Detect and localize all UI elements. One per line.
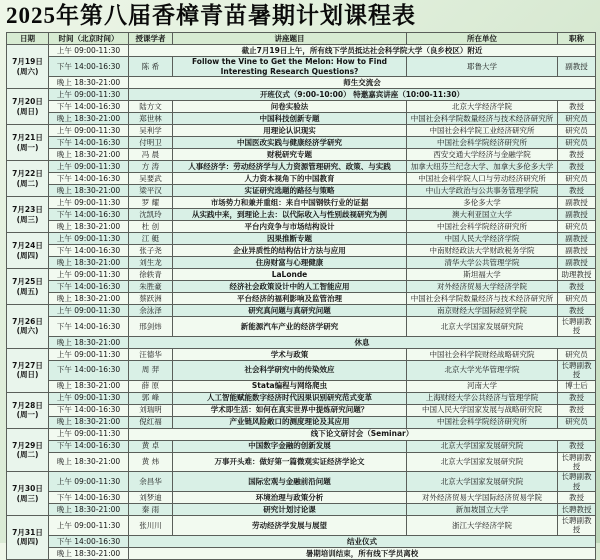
topic-cell: 学术即生活：如何在真实世界中提炼研究问题？ xyxy=(173,404,407,416)
topic-cell: 实证研究选题的路径与策略 xyxy=(173,185,407,197)
lecturer-cell: 刘瑞明 xyxy=(129,404,173,416)
lecturer-cell: 张子尧 xyxy=(129,245,173,257)
time-cell: 下午 14:00-16:30 xyxy=(49,360,129,380)
org-cell: 中国社会科学院人口与劳动经济研究所 xyxy=(407,173,558,185)
schedule-row xyxy=(7,305,596,317)
org-cell: 中山大学政治与公共事务管理学院 xyxy=(407,185,558,197)
schedule-row xyxy=(7,137,596,149)
rank-cell: 博士后 xyxy=(558,380,596,392)
lecturer-cell: 邢剑炜 xyxy=(129,317,173,337)
org-cell: 中国社会科学院经济研究所 xyxy=(407,221,558,233)
header-cell-time: 时间（北京时间） xyxy=(49,33,129,45)
weekday-label: (周六) xyxy=(16,66,39,76)
org-cell: 中国社会科学院工业经济研究所 xyxy=(407,125,558,137)
time-cell: 上午 09:00-11:30 xyxy=(49,392,129,404)
time-cell: 下午 14:00-16:30 xyxy=(49,317,129,337)
header-row xyxy=(7,33,596,45)
topic-cell: 企业异质性的结构估计方法与应用 xyxy=(173,245,407,257)
rank-cell: 教授 xyxy=(558,305,596,317)
time-cell: 上午 09:00-11:30 xyxy=(49,269,129,281)
lecturer-cell: 刘梦迪 xyxy=(129,492,173,504)
schedule-row xyxy=(7,404,596,416)
lecturer-cell: 薛 原 xyxy=(129,380,173,392)
time-cell: 下午 14:00-16:30 xyxy=(49,137,129,149)
rank-cell: 长聘副教授 xyxy=(558,360,596,380)
org-cell: 中国人民大学经济学院 xyxy=(407,233,558,245)
org-cell: 中国社会科学院数量经济与技术经济研究所 xyxy=(407,293,558,305)
time-cell: 上午 09:00-11:30 xyxy=(49,89,129,101)
rank-cell: 研究员 xyxy=(558,348,596,360)
topic-cell: 产业链风险敞口的测度理论及其应用 xyxy=(173,416,407,428)
merged-event-cell: 结业仪式 xyxy=(129,535,596,547)
schedule-row xyxy=(7,293,596,305)
time-cell: 晚上 18:30-21:00 xyxy=(49,149,129,161)
time-cell: 下午 14:00-16:30 xyxy=(49,57,129,77)
time-cell: 上午 09:00-11:30 xyxy=(49,45,129,57)
schedule-row xyxy=(7,535,596,547)
header-cell-org: 所在单位 xyxy=(407,33,558,45)
rank-cell: 研究员 xyxy=(558,293,596,305)
schedule-row xyxy=(7,197,596,209)
org-cell: 北京大学经济学院 xyxy=(407,101,558,113)
topic-cell: 中国科技创新专题 xyxy=(173,113,407,125)
topic-cell: Stata编程与网络爬虫 xyxy=(173,380,407,392)
rank-cell: 长聘教授 xyxy=(558,504,596,516)
weekday-label: (周三) xyxy=(16,214,39,224)
rank-cell: 长聘副教授 xyxy=(558,452,596,472)
lecturer-cell: 张川川 xyxy=(129,516,173,536)
time-cell: 晚上 18:30-21:00 xyxy=(49,113,129,125)
schedule-row xyxy=(7,269,596,281)
topic-cell: 环境治理与政策分析 xyxy=(173,492,407,504)
org-cell: 耶鲁大学 xyxy=(407,57,558,77)
lecturer-cell: 陆方文 xyxy=(129,101,173,113)
rank-cell: 副教授 xyxy=(558,197,596,209)
lecturer-cell: 周 羿 xyxy=(129,360,173,380)
rank-cell: 教授 xyxy=(558,404,596,416)
schedule-row xyxy=(7,472,596,492)
topic-cell: Follow the Vine to Get the Melon: How to Find Interesting Research Questions? xyxy=(173,57,407,77)
schedule-row xyxy=(7,336,596,348)
merged-event-cell: 暑期培训结束，所有线下学员离校 xyxy=(129,547,596,559)
lecturer-cell: 黄 卓 xyxy=(129,440,173,452)
schedule-row xyxy=(7,317,596,337)
merged-event-cell: 线下论文研讨会（Seminar） xyxy=(129,428,596,440)
date-cell: 7月21日 (周一) xyxy=(7,125,49,161)
schedule-row xyxy=(7,113,596,125)
org-cell: 南京财经大学国际经贸学院 xyxy=(407,305,558,317)
topic-cell: 住房财富与心理健康 xyxy=(173,257,407,269)
rank-cell: 长聘副教授 xyxy=(558,516,596,536)
lecturer-cell: 余泳泽 xyxy=(129,305,173,317)
rank-cell: 教授 xyxy=(558,392,596,404)
schedule-row xyxy=(7,452,596,472)
lecturer-cell: 冯 晨 xyxy=(129,149,173,161)
schedule-row xyxy=(7,45,596,57)
org-cell: 北京大学国家发展研究院 xyxy=(407,317,558,337)
schedule-row xyxy=(7,281,596,293)
time-cell: 上午 09:00-11:30 xyxy=(49,305,129,317)
lecturer-cell: 罗 耀 xyxy=(129,197,173,209)
merged-event-cell: 师生交流会 xyxy=(129,77,596,89)
weekday-label: (周日) xyxy=(16,370,39,380)
schedule-row xyxy=(7,257,596,269)
lecturer-cell: 江 艇 xyxy=(129,233,173,245)
lecturer-cell: 郭 峰 xyxy=(129,392,173,404)
time-cell: 上午 09:00-11:30 xyxy=(49,428,129,440)
weekday-label: (周日) xyxy=(16,106,39,116)
header-cell-date: 日期 xyxy=(7,33,49,45)
topic-cell: 财税研究专题 xyxy=(173,149,407,161)
topic-cell: 中国医改实践与健康经济学研究 xyxy=(173,137,407,149)
lecturer-cell: 付明卫 xyxy=(129,137,173,149)
date-cell: 7月20日 (周日) xyxy=(7,89,49,125)
lecturer-cell: 杜 创 xyxy=(129,221,173,233)
schedule-row xyxy=(7,245,596,257)
org-cell: 对外经济贸易大学经济学院 xyxy=(407,281,558,293)
time-cell: 上午 09:00-11:30 xyxy=(49,161,129,173)
schedule-row xyxy=(7,57,596,77)
schedule-row xyxy=(7,348,596,360)
topic-cell: 万事开头难：做好第一篇微观实证经济学论文 xyxy=(173,452,407,472)
org-cell: 上海财经大学公共经济与管理学院 xyxy=(407,392,558,404)
topic-cell: 平台内竞争与市场结构设计 xyxy=(173,221,407,233)
header-cell-lecturer: 授课学者 xyxy=(129,33,173,45)
lecturer-cell: 陈 希 xyxy=(129,57,173,77)
topic-cell: 从实践中来，到理论上去：以代际收入与性别歧视研究为例 xyxy=(173,209,407,221)
date-cell: 7月25日 (周五) xyxy=(7,269,49,305)
schedule-row xyxy=(7,89,596,101)
lecturer-cell: 秦 雨 xyxy=(129,504,173,516)
time-cell: 晚上 18:30-21:00 xyxy=(49,416,129,428)
schedule-row xyxy=(7,504,596,516)
rank-cell: 长聘副教授 xyxy=(558,317,596,337)
org-cell: 新加坡国立大学 xyxy=(407,504,558,516)
schedule-row xyxy=(7,149,596,161)
time-cell: 上午 09:00-11:30 xyxy=(49,348,129,360)
lecturer-cell: 吴利学 xyxy=(129,125,173,137)
topic-cell: 用理论认识现实 xyxy=(173,125,407,137)
org-cell: 河南大学 xyxy=(407,380,558,392)
lecturer-cell: 汪德华 xyxy=(129,348,173,360)
time-cell: 上午 09:00-11:30 xyxy=(49,472,129,492)
time-cell: 上午 09:00-11:30 xyxy=(49,516,129,536)
schedule-row xyxy=(7,101,596,113)
time-cell: 上午 09:00-11:30 xyxy=(49,233,129,245)
time-cell: 下午 14:00-16:30 xyxy=(49,101,129,113)
schedule-row xyxy=(7,233,596,245)
lecturer-cell: 倪红福 xyxy=(129,416,173,428)
time-cell: 下午 14:00-16:30 xyxy=(49,440,129,452)
topic-cell: 人力资本视角下的中国教育 xyxy=(173,173,407,185)
time-cell: 晚上 18:30-21:00 xyxy=(49,77,129,89)
date-cell: 7月24日 (周四) xyxy=(7,233,49,269)
lecturer-cell: 黄 炜 xyxy=(129,452,173,472)
weekday-label: (周一) xyxy=(16,410,39,420)
rank-cell: 研究员 xyxy=(558,416,596,428)
rank-cell: 研究员 xyxy=(558,125,596,137)
schedule-row xyxy=(7,77,596,89)
time-cell: 晚上 18:30-21:00 xyxy=(49,336,129,348)
org-cell: 中国社会科学院经济研究所 xyxy=(407,137,558,149)
rank-cell: 副教授 xyxy=(558,57,596,77)
header-cell-topic: 讲座题目 xyxy=(173,33,407,45)
topic-cell: 经济社会政策设计中的人工智能应用 xyxy=(173,281,407,293)
topic-cell: 新能源汽车产业的经济学研究 xyxy=(173,317,407,337)
schedule-row xyxy=(7,185,596,197)
schedule-row xyxy=(7,416,596,428)
lecturer-cell: 刘生龙 xyxy=(129,257,173,269)
time-cell: 晚上 18:30-21:00 xyxy=(49,547,129,559)
rank-cell: 研究员 xyxy=(558,113,596,125)
topic-cell: 社会科学研究中的传染效应 xyxy=(173,360,407,380)
time-cell: 晚上 18:30-21:00 xyxy=(49,504,129,516)
schedule-row xyxy=(7,360,596,380)
weekday-label: (周四) xyxy=(16,537,39,547)
lecturer-cell: 郑世林 xyxy=(129,113,173,125)
weekday-label: (周二) xyxy=(16,178,39,188)
date-cell: 7月30日 (周三) xyxy=(7,472,49,516)
header-cell-rank: 职称 xyxy=(558,33,596,45)
rank-cell: 教授 xyxy=(558,185,596,197)
schedule-row xyxy=(7,125,596,137)
topic-cell: 研究计划讨论课 xyxy=(173,504,407,516)
topic-cell: 平台经济的福利影响及监管治理 xyxy=(173,293,407,305)
merged-event-cell: 开班仪式（9:00-10:00） 特邀嘉宾讲座（10:00-11:30） xyxy=(129,89,596,101)
weekday-label: (周六) xyxy=(16,326,39,336)
time-cell: 下午 14:00-16:30 xyxy=(49,209,129,221)
schedule-row xyxy=(7,209,596,221)
weekday-label: (周一) xyxy=(16,142,39,152)
rank-cell: 教授 xyxy=(558,161,596,173)
org-cell: 加拿大纽芬兰纪念大学、加拿大多伦多大学 xyxy=(407,161,558,173)
org-cell: 西安交通大学经济与金融学院 xyxy=(407,149,558,161)
lecturer-cell: 方 涛 xyxy=(129,161,173,173)
schedule-row xyxy=(7,221,596,233)
rank-cell: 教授 xyxy=(558,149,596,161)
time-cell: 晚上 18:30-21:00 xyxy=(49,293,129,305)
topic-cell: LaLonde xyxy=(173,269,407,281)
lecturer-cell: 徐轶青 xyxy=(129,269,173,281)
topic-cell: 研究真问题与真研究问题 xyxy=(173,305,407,317)
merged-event-cell: 休息 xyxy=(129,336,596,348)
weekday-label: (周五) xyxy=(16,286,39,296)
time-cell: 下午 14:00-16:30 xyxy=(49,245,129,257)
schedule-row xyxy=(7,380,596,392)
weekday-label: (周三) xyxy=(16,493,39,503)
date-cell: 7月26日 (周六) xyxy=(7,305,49,349)
schedule-row xyxy=(7,173,596,185)
topic-cell: 人事经济学：劳动经济学与人力资源管理研究、政策、与实践 xyxy=(173,161,407,173)
rank-cell: 教授 xyxy=(558,440,596,452)
topic-cell: 学术与政策 xyxy=(173,348,407,360)
schedule-table xyxy=(6,32,596,560)
schedule-row xyxy=(7,161,596,173)
rank-cell: 副教授 xyxy=(558,245,596,257)
rank-cell: 研究员 xyxy=(558,221,596,233)
org-cell: 北京大学国家发展研究院 xyxy=(407,472,558,492)
topic-cell: 国际宏观与金融前沿问题 xyxy=(173,472,407,492)
date-cell: 7月28日 (周一) xyxy=(7,392,49,428)
rank-cell: 研究员 xyxy=(558,173,596,185)
topic-cell: 市场势力和兼并重组：来自中国钢铁行业的证据 xyxy=(173,197,407,209)
schedule-row xyxy=(7,516,596,536)
schedule-row xyxy=(7,492,596,504)
schedule-row xyxy=(7,392,596,404)
org-cell: 对外经济贸易大学国际经济贸易学院 xyxy=(407,492,558,504)
rank-cell: 教授 xyxy=(558,101,596,113)
rank-cell: 副教授 xyxy=(558,233,596,245)
org-cell: 中南财经政法大学财政税务学院 xyxy=(407,245,558,257)
rank-cell: 长聘副教授 xyxy=(558,472,596,492)
time-cell: 下午 14:00-16:30 xyxy=(49,535,129,547)
lecturer-cell: 吴要武 xyxy=(129,173,173,185)
date-cell: 7月29日 (周二) xyxy=(7,428,49,472)
page-title: 2025年第八届香樟青苗暑期计划课程表 xyxy=(6,3,416,28)
schedule-row xyxy=(7,547,596,559)
schedule-row xyxy=(7,428,596,440)
date-cell: 7月31日 (周四) xyxy=(7,516,49,560)
time-cell: 晚上 18:30-21:00 xyxy=(49,380,129,392)
org-cell: 中国社会科学院数量经济与技术经济研究所 xyxy=(407,113,558,125)
org-cell: 北京大学光华管理学院 xyxy=(407,360,558,380)
date-cell: 7月27日 (周日) xyxy=(7,348,49,392)
lecturer-cell: 沈凯玲 xyxy=(129,209,173,221)
rank-cell: 副教授 xyxy=(558,257,596,269)
org-cell: 清华大学公共管理学院 xyxy=(407,257,558,269)
org-cell: 多伦多大学 xyxy=(407,197,558,209)
time-cell: 下午 14:00-16:30 xyxy=(49,281,129,293)
rank-cell: 副教授 xyxy=(558,209,596,221)
lecturer-cell: 朱胜豪 xyxy=(129,281,173,293)
date-cell: 7月19日 (周六) xyxy=(7,45,49,89)
time-cell: 晚上 18:30-21:00 xyxy=(49,221,129,233)
time-cell: 上午 09:00-11:30 xyxy=(49,125,129,137)
rank-cell: 教授 xyxy=(558,281,596,293)
time-cell: 晚上 18:30-21:00 xyxy=(49,452,129,472)
weekday-label: (周四) xyxy=(16,250,39,260)
org-cell: 中国社会科学院财经战略研究院 xyxy=(407,348,558,360)
topic-cell: 人工智能赋能数字经济时代因果识别研究范式变革 xyxy=(173,392,407,404)
topic-cell: 问卷实验法 xyxy=(173,101,407,113)
org-cell: 澳大利亚国立大学 xyxy=(407,209,558,221)
topic-cell: 劳动经济学发展与展望 xyxy=(173,516,407,536)
topic-cell: 中国数字金融的创新发展 xyxy=(173,440,407,452)
rank-cell: 研究员 xyxy=(558,137,596,149)
time-cell: 下午 14:00-16:30 xyxy=(49,173,129,185)
time-cell: 晚上 18:30-21:00 xyxy=(49,185,129,197)
topic-cell: 因果推断专题 xyxy=(173,233,407,245)
org-cell: 斯坦福大学 xyxy=(407,269,558,281)
rank-cell: 教授 xyxy=(558,492,596,504)
rank-cell: 助理教授 xyxy=(558,269,596,281)
org-cell: 北京大学国家发展研究院 xyxy=(407,452,558,472)
lecturer-cell: 余昌华 xyxy=(129,472,173,492)
org-cell: 浙江大学经济学院 xyxy=(407,516,558,536)
time-cell: 上午 09:00-11:30 xyxy=(49,197,129,209)
time-cell: 晚上 18:30-21:00 xyxy=(49,257,129,269)
org-cell: 中国人民大学国家发展与战略研究院 xyxy=(407,404,558,416)
date-cell: 7月22日 (周二) xyxy=(7,161,49,197)
org-cell: 中国社会科学院经济研究所 xyxy=(407,416,558,428)
weekday-label: (周二) xyxy=(16,449,39,459)
date-cell: 7月23日 (周三) xyxy=(7,197,49,233)
lecturer-cell: 梁平汉 xyxy=(129,185,173,197)
time-cell: 下午 14:00-16:30 xyxy=(49,404,129,416)
schedule-row xyxy=(7,440,596,452)
org-cell: 北京大学国家发展研究院 xyxy=(407,440,558,452)
lecturer-cell: 蔡跃洲 xyxy=(129,293,173,305)
time-cell: 下午 14:00-16:30 xyxy=(49,492,129,504)
merged-event-cell: 截止7月19日上午，所有线下学员抵达社会科学院大学（良乡校区）附近 xyxy=(129,45,596,57)
